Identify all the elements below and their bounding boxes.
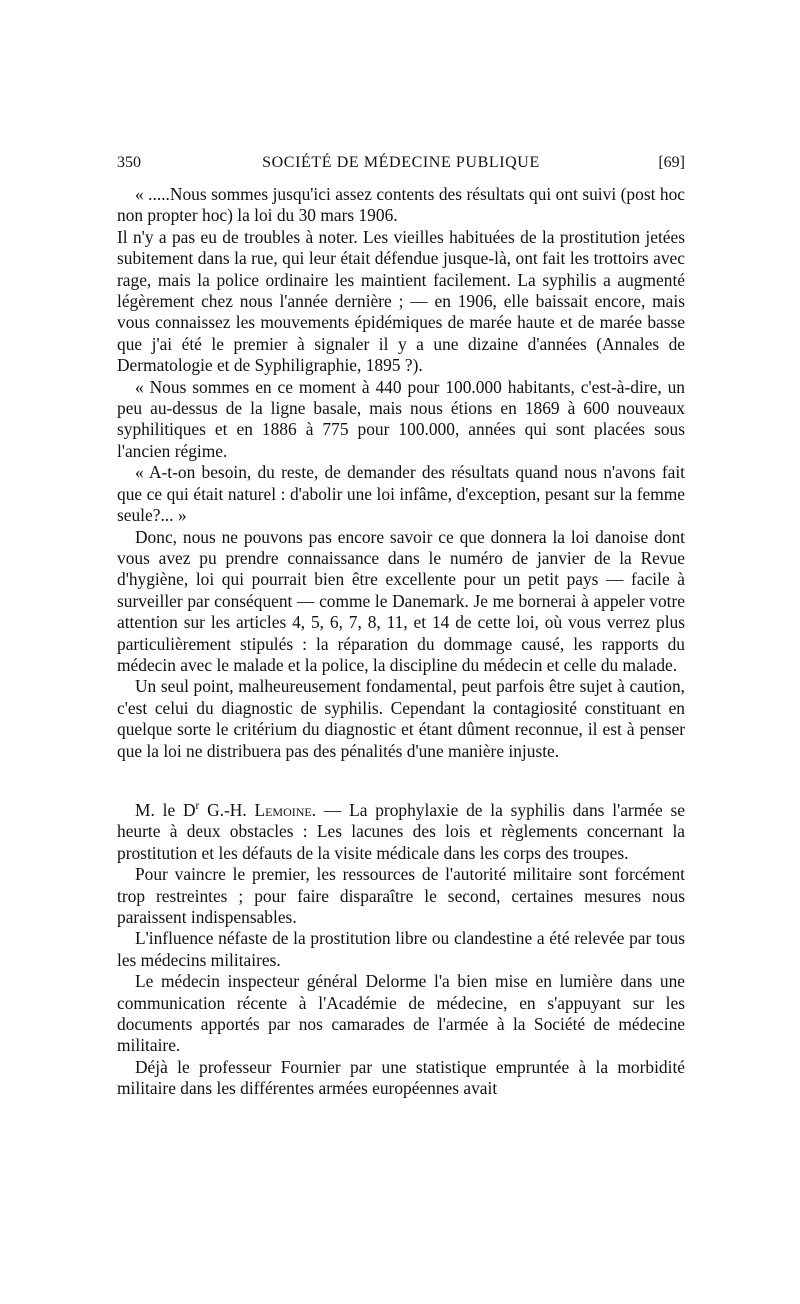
speaker-initials: G.-H.: [199, 799, 255, 820]
section-reference: [69]: [658, 154, 685, 171]
body-text: [117, 184, 685, 1100]
paragraph: Il n'y a pas eu de troubles à noter. Les vieilles habituées de la prostitution jetées subitement dans la rue, qui leur était défendue jusque-là, ont fait les trottoirs avec rage, mais la police ordinaire les maintient facilement. La syphilis a augmenté légèrement chez nous l'année dernière ; — en 1906, elle baissait encore, mais vous connaissez les mouvements épidémiques de marée haute et de marée basse que j'ai été le premier à signaler il y a une dizaine d'années (Annales de Dermatologie et de Syphiligraphie, 1895 ?).: [117, 226, 685, 376]
page-number: 350: [117, 154, 141, 171]
paragraph: Déjà le professeur Fournier par une statistique empruntée à la morbidité militaire dans les différentes armées européennes avait: [117, 1056, 685, 1099]
paragraph: Donc, nous ne pouvons pas encore savoir ce que donnera la loi danoise dont vous avez pu prendre connaissance dans le numéro de janvier de la Revue d'hygiène, loi qui pourrait bien être excellente pour un petit pays — facile à surveiller par conséquent — comme le Danemark. Je me bornerai à appeler votre attention sur les articles 4, 5, 6, 7, 8, 11, et 14 de cette loi, où vous verrez plus particulièrement stipulés : la réparation du dommage causé, les rapports du médecin avec le malade et la police, la discipline du médecin et celle du malade.: [117, 526, 685, 675]
page: [117, 150, 685, 1100]
paragraph: Le médecin inspecteur général Delorme l'a bien mise en lumière dans une communication récente à l'Académie de médecine, en s'appuyant sur les documents apportés par nos camarades de l'armée à la Société de médecine militaire.: [117, 971, 685, 1056]
paragraph: L'influence néfaste de la prostitution libre ou clandestine a été relevée par tous les médecins militaires.: [117, 928, 685, 970]
paragraph: Un seul point, malheureusement fondamental, peut parfois être sujet à caution, c'est celui du diagnostic de syphilis. Cependant la contagiosité constituant en quelque sorte le critérium du diagnostic et étant dûment reconnue, il est à penser que la loi ne distribuera pas des pénalités d'une manière injuste.: [117, 676, 685, 761]
speaker-name: Lemoine: [254, 799, 312, 820]
running-header: [117, 150, 685, 176]
paragraph: « .....Nous sommes jusqu'ici assez contents des résultats qui ont suivi (post hoc non propter hoc) la loi du 30 mars 1906.: [117, 184, 685, 226]
speaker-text: . — La prophylaxie de la syphilis dans l'armée se heurte à deux obstacles : Les lacunes des lois et règlements concernant la prostitution et les défauts de la visite médicale dans les corps des troupes.: [117, 799, 685, 863]
paragraph: Pour vaincre le premier, les ressources de l'autorité militaire sont forcément trop restreintes ; pour faire disparaître le second, certaines mesures nous paraissent indispensables.: [117, 864, 685, 927]
paragraph: « A-t-on besoin, du reste, de demander des résultats quand nous n'avons fait que ce qui était naturel : d'abolir une loi infâme, d'exception, pesant sur la femme seule?... »: [117, 462, 685, 526]
speaker-title-sup: r: [195, 800, 200, 813]
running-title: SOCIÉTÉ DE MÉDECINE PUBLIQUE: [262, 154, 540, 171]
speaker-paragraph: [117, 800, 685, 864]
speaker-prefix: M. le D: [135, 799, 196, 820]
paragraph: « Nous sommes en ce moment à 440 pour 100.000 habitants, c'est-à-dire, un peu au-dessus de la ligne basale, mais nous étions en 1869 à 600 nouveaux syphilitiques et en 1886 à 775 pour 100.000, années qui sont placées sous l'ancien régime.: [117, 376, 685, 461]
